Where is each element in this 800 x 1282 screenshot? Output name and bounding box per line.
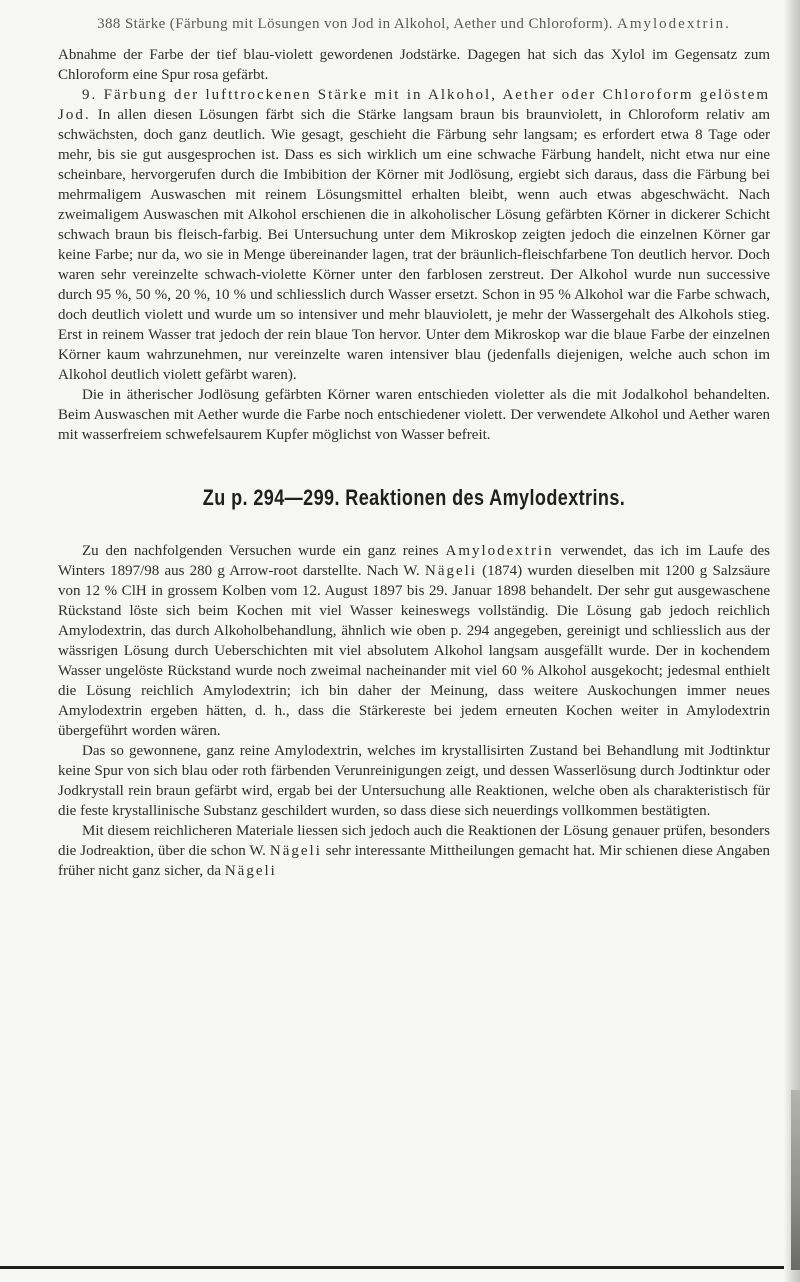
item-9-heading: 9. Färbung der lufttrockenen Stärke mit in Alkohol, Aether oder Chloroform gelöstem Jod. [58,87,770,123]
author-naegeli: Nägeli [424,563,477,579]
item-9-paragraph [58,85,770,385]
paragraph-ether: Die in ätherischer Jodlösung gefärbten Körner waren entschieden violetter als die mit Jodalkohol behandelten. Beim Auswaschen mit Aether wurde die Farbe noch entschiedener violett. Der verwendete Alkohol und Aether waren mit wasserfreiem schwefelsaurem Kupfer möglichst von Wasser befreit. [58,387,770,443]
section-heading: Zu p. 294—299. Reaktionen des Amylodextrins. [202,485,626,510]
term-amylodextrin: Amylodextrin [445,543,554,559]
section-p3-text-b: sehr interessante Mittheilungen gemacht hat. Mir schienen diese Angaben früher nicht ganz sicher, da [58,843,771,879]
page-edge-dark [791,1090,800,1270]
section-p1-text-c: (1874) wurden dieselben mit 1200 g Salzsäure von 12 % ClH in grossem Kolben vom 12. August 1897 bis 29. Januar 1898 behandelt. Der sehr gut ausgewaschene Rückstand löste sich beim Kochen mit viel Wasser keineswegs vollständig. Die Lösung gab jedoch reichlich Amylodextrin, das durch Alkoholbehandlung, ähnlich wie oben p. 294 angegeben, gereinigt und schliesslich aus der wässrigen Lösung durch Ueberschichten mit viel absolutem Alkohol langsam ausgefällt wurde. Der in kochendem Wasser ungelöste Rückstand wurde noch zweimal nacheinander mit viel 60 % Alkohol ausgekocht; jedesmal enthielt die Lösung reichlich Amylodextrin; ich bin daher der Meinung, dass weitere Auskochungen immer neues Amylodextrin ergeben hätten, d. h., dass die Stärkereste bei jedem erneuten Kochen weiter in Amylodextrin übergeführt worden wären. [58,563,770,739]
document-page [58,16,770,881]
section-paragraph-1 [58,541,770,741]
running-head-title: Stärke (Färbung mit Lösungen von Jod in Alkohol, Aether und Chloroform). [124,16,613,32]
section-paragraph-3 [58,821,770,881]
section-p3-text-a: Mit diesem reichlicheren Materiale liessen sich jedoch auch die Reaktionen der Lösung genauer prüfen, besonders die Jodreaktion, über die schon W. [58,823,770,859]
section-p1-text-a: Zu den nachfolgenden Versuchen wurde ein ganz reines [82,543,439,559]
bottom-rule [0,1266,790,1269]
author-naegeli: Nägeli [269,843,322,859]
section-p1-text-b: verwendet, das ich im Laufe des Winters 1897/98 aus 280 g Arrow-root darstellte. Nach W. [58,543,771,579]
page-number: 388 [97,16,121,32]
running-head-subject: Amylodextrin. [617,16,731,32]
section-paragraph-2: Das so gewonnene, ganz reine Amylodextrin, welches im krystallisirten Zustand bei Behandlung mit Jodtinktur keine Spur von sich blau oder roth färbenden Verunreinigungen zeigt, und dessen Wasserlösung durch Jodtinktur oder Jodkrystall rein braun gefärbt wird, ergab bei der Untersuchung alle Reaktionen, welche oben als charakteristisch für die feste krystallinische Substanz geschildert wurden, so dass diese sich neuerdings vollkommen bestätigten. [58,743,770,819]
paragraph-continued: Abnahme der Farbe der tief blau-violett gewordenen Jodstärke. Dagegen hat sich das Xylol im Gegensatz zum Chloroform eine Spur rosa gefärbt. [58,47,770,83]
item-9-body: In allen diesen Lösungen färbt sich die Stärke langsam braun bis braunviolett, in Chloroform relativ am schwächsten, doch ganz deutlich. Wie gesagt, geschieht die Färbung sehr langsam; es erfordert etwa 8 Tage oder mehr, bis sie gut ausgesprochen ist. Dass es sich wirklich um eine schwache Färbung handelt, nicht etwa nur eine scheinbare, hervorgerufen durch die Imbibition der Körner mit Jodlösung, ergiebt sich daraus, dass die Färbung bei mehrmaligem Auswaschen mit reinem Lösungsmittel erhalten bleibt, wenn auch etwas abgeschwächt. Nach zweimaligem Auswaschen mit Alkohol erschienen die in alkoholischer Lösung gefärbten Körner in dickerer Schicht schwach braun bis fleisch-farbig. Bei Untersuchung unter dem Mikroskop zeigten jedoch die einzelnen Körner gar keine Farbe; nur da, wo sie in Menge übereinander lagen, trat der bräunlich-fleischfarbene Ton deutlich hervor. Doch waren sehr vereinzelte schwach-violette Körner unter den farblosen zerstreut. Der Alkohol wurde nun successive durch 95 %, 50 %, 20 %, 10 % und schliesslich durch Wasser ersetzt. Schon in 95 % Alkohol war die Farbe schwach, doch deutlich violett und wurde um so intensiver und mehr blauviolett, je mehr der Wassergehalt des Alkohols stieg. Erst in reinem Wasser trat jedoch der rein blaue Ton hervor. Unter dem Mikroskop war die blaue Farbe der einzelnen Körner kaum wahrzunehmen, nur vereinzelte waren intensiver blau (jedenfalls diejenigen, welche auch schon im Alkohol deutlich violett gefärbt waren). [58,107,770,383]
running-head [58,16,770,33]
author-naegeli: Nägeli [224,863,277,879]
